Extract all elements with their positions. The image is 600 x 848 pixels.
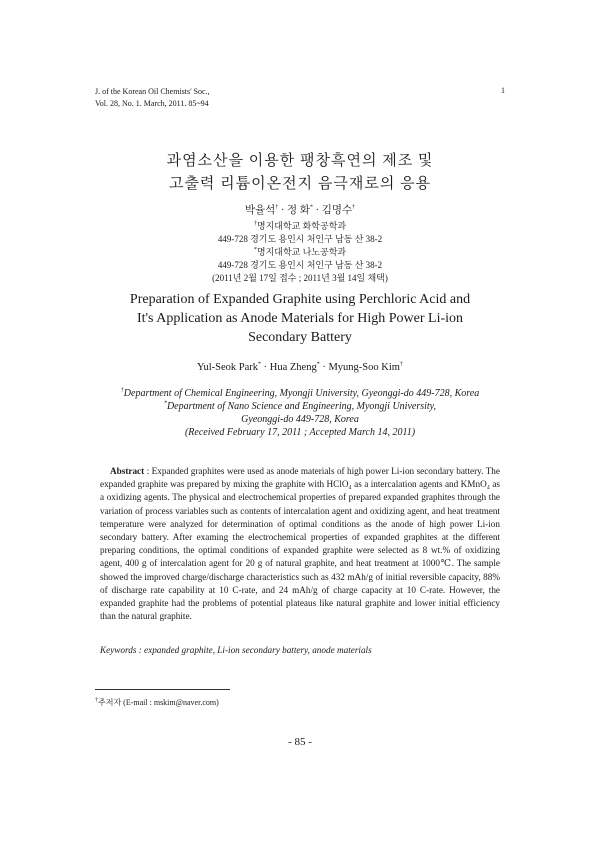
english-title — [60, 290, 540, 347]
english-dates: (Received February 17, 2011 ; Accepted March 14, 2011) — [184, 427, 416, 438]
korean-title-line1: 과염소산을 이용한 팽창흑연의 제조 및 — [166, 153, 434, 169]
english-affiliation-2-line2: Gyeonggi-do 449-728, Korea — [241, 414, 359, 425]
author-separator: · — [280, 205, 285, 216]
author-separator: · — [263, 362, 268, 373]
author-mark: * — [309, 204, 313, 211]
keywords: Keywords : expanded graphite, Li-ion secondary battery, anode materials — [100, 645, 372, 655]
author-mark: * — [316, 361, 320, 368]
korean-title-line2: 고출력 리튬이온전지 음극재로의 응용 — [168, 176, 432, 192]
affiliation-mark: † — [120, 387, 124, 394]
english-affiliations — [60, 387, 540, 439]
author-mark: † — [275, 204, 279, 211]
english-affiliation-1: Department of Chemical Engineering, Myongji University, Gyeonggi-do 449-728, Korea — [123, 388, 480, 399]
english-title-line3: Secondary Battery — [248, 330, 352, 345]
korean-author-1: 박율석 — [244, 205, 276, 216]
footnote — [95, 697, 219, 708]
korean-authors — [60, 202, 540, 217]
english-title-line2: It's Application as Anode Materials for High Power Li-ion — [136, 311, 464, 326]
author-separator: · — [315, 205, 320, 216]
english-affiliation-2-line1: Department of Nano Science and Engineering, Myongji University, — [166, 401, 437, 412]
abstract-text: Expanded graphites were used as anode materials of high power Li-ion secondary battery. The expanded graphite was prepared by mixing the graphite with HClO₄ as a intercalation agents and KMnO₄ as a oxidizing agents. The physical and electrochemical properties of prepared expanded graphites through the variation of process variables such as contents of intercalation agent and oxidizing agent, and heat treatment temperature were analyzed for determination of optimal conditions as the anode of high power Li-ion secondary battery. After examing the electrochemical properties of expanded graphites at the different preparing conditions, the optimal conditions of expanded graphite were selected as 8 wt.% of oxidizing agent, 400 g of intercalation agent for 20 g of natural graphite, and heat treatment at 1000℃. The sample showed the improved charge/discharge characteristics such as 432 mAh/g of initial reversible capacity, 88% of discharge rate capability at 10 C-rate, and 24 mAh/g of charge capacity at 10 C-rate. However, the expanded graphite had the problems of potential plateaus like natural graphite and lower initial efficiency than the natural graphite. — [100, 466, 500, 622]
english-authors — [60, 362, 540, 373]
page-number: - 85 - — [288, 736, 312, 748]
korean-affiliations — [60, 220, 540, 285]
korean-affiliation-1: 명지대학교 화학공학과 — [256, 221, 347, 231]
korean-dates: (2011년 2월 17일 접수 ; 2011년 3월 14일 채택) — [212, 273, 388, 283]
korean-affiliation-2: 명지대학교 나노공학과 — [256, 247, 347, 257]
footnote-text: 주저자 (E-mail : mskim@naver.com) — [98, 698, 219, 707]
korean-author-3: 김명수 — [321, 205, 353, 216]
journal-name: J. of the Korean Oil Chemists' Soc., — [95, 87, 210, 96]
korean-title — [60, 150, 540, 196]
korean-address-2: 449-728 경기도 용인시 처인구 남동 산 38-2 — [217, 260, 383, 270]
korean-author-2: 정 화 — [287, 205, 310, 216]
english-author-3: Myung-Soo Kim — [328, 362, 400, 373]
footnote-mark: † — [95, 697, 98, 704]
author-mark: † — [399, 361, 403, 368]
korean-address-1: 449-728 경기도 용인시 처인구 남동 산 38-2 — [217, 234, 383, 244]
journal-volume: Vol. 28, No. 1. March, 2011. 85~94 — [95, 99, 209, 108]
author-mark: † — [352, 204, 356, 211]
header-page-number: 1 — [501, 86, 505, 95]
footnote-divider — [95, 689, 230, 690]
abstract-label: Abstract — [110, 466, 145, 476]
abstract-colon: : — [144, 466, 152, 476]
affiliation-mark: * — [253, 247, 257, 253]
author-separator: · — [322, 362, 326, 373]
english-title-line1: Preparation of Expanded Graphite using Perchloric Acid and — [129, 292, 471, 307]
english-author-1: Yul-Seok Park — [197, 362, 259, 373]
journal-header — [95, 86, 210, 110]
affiliation-mark: * — [163, 400, 167, 407]
affiliation-mark: † — [253, 221, 257, 227]
author-mark: * — [258, 361, 262, 368]
english-author-2: Hua Zheng — [269, 362, 317, 373]
abstract — [100, 465, 500, 623]
